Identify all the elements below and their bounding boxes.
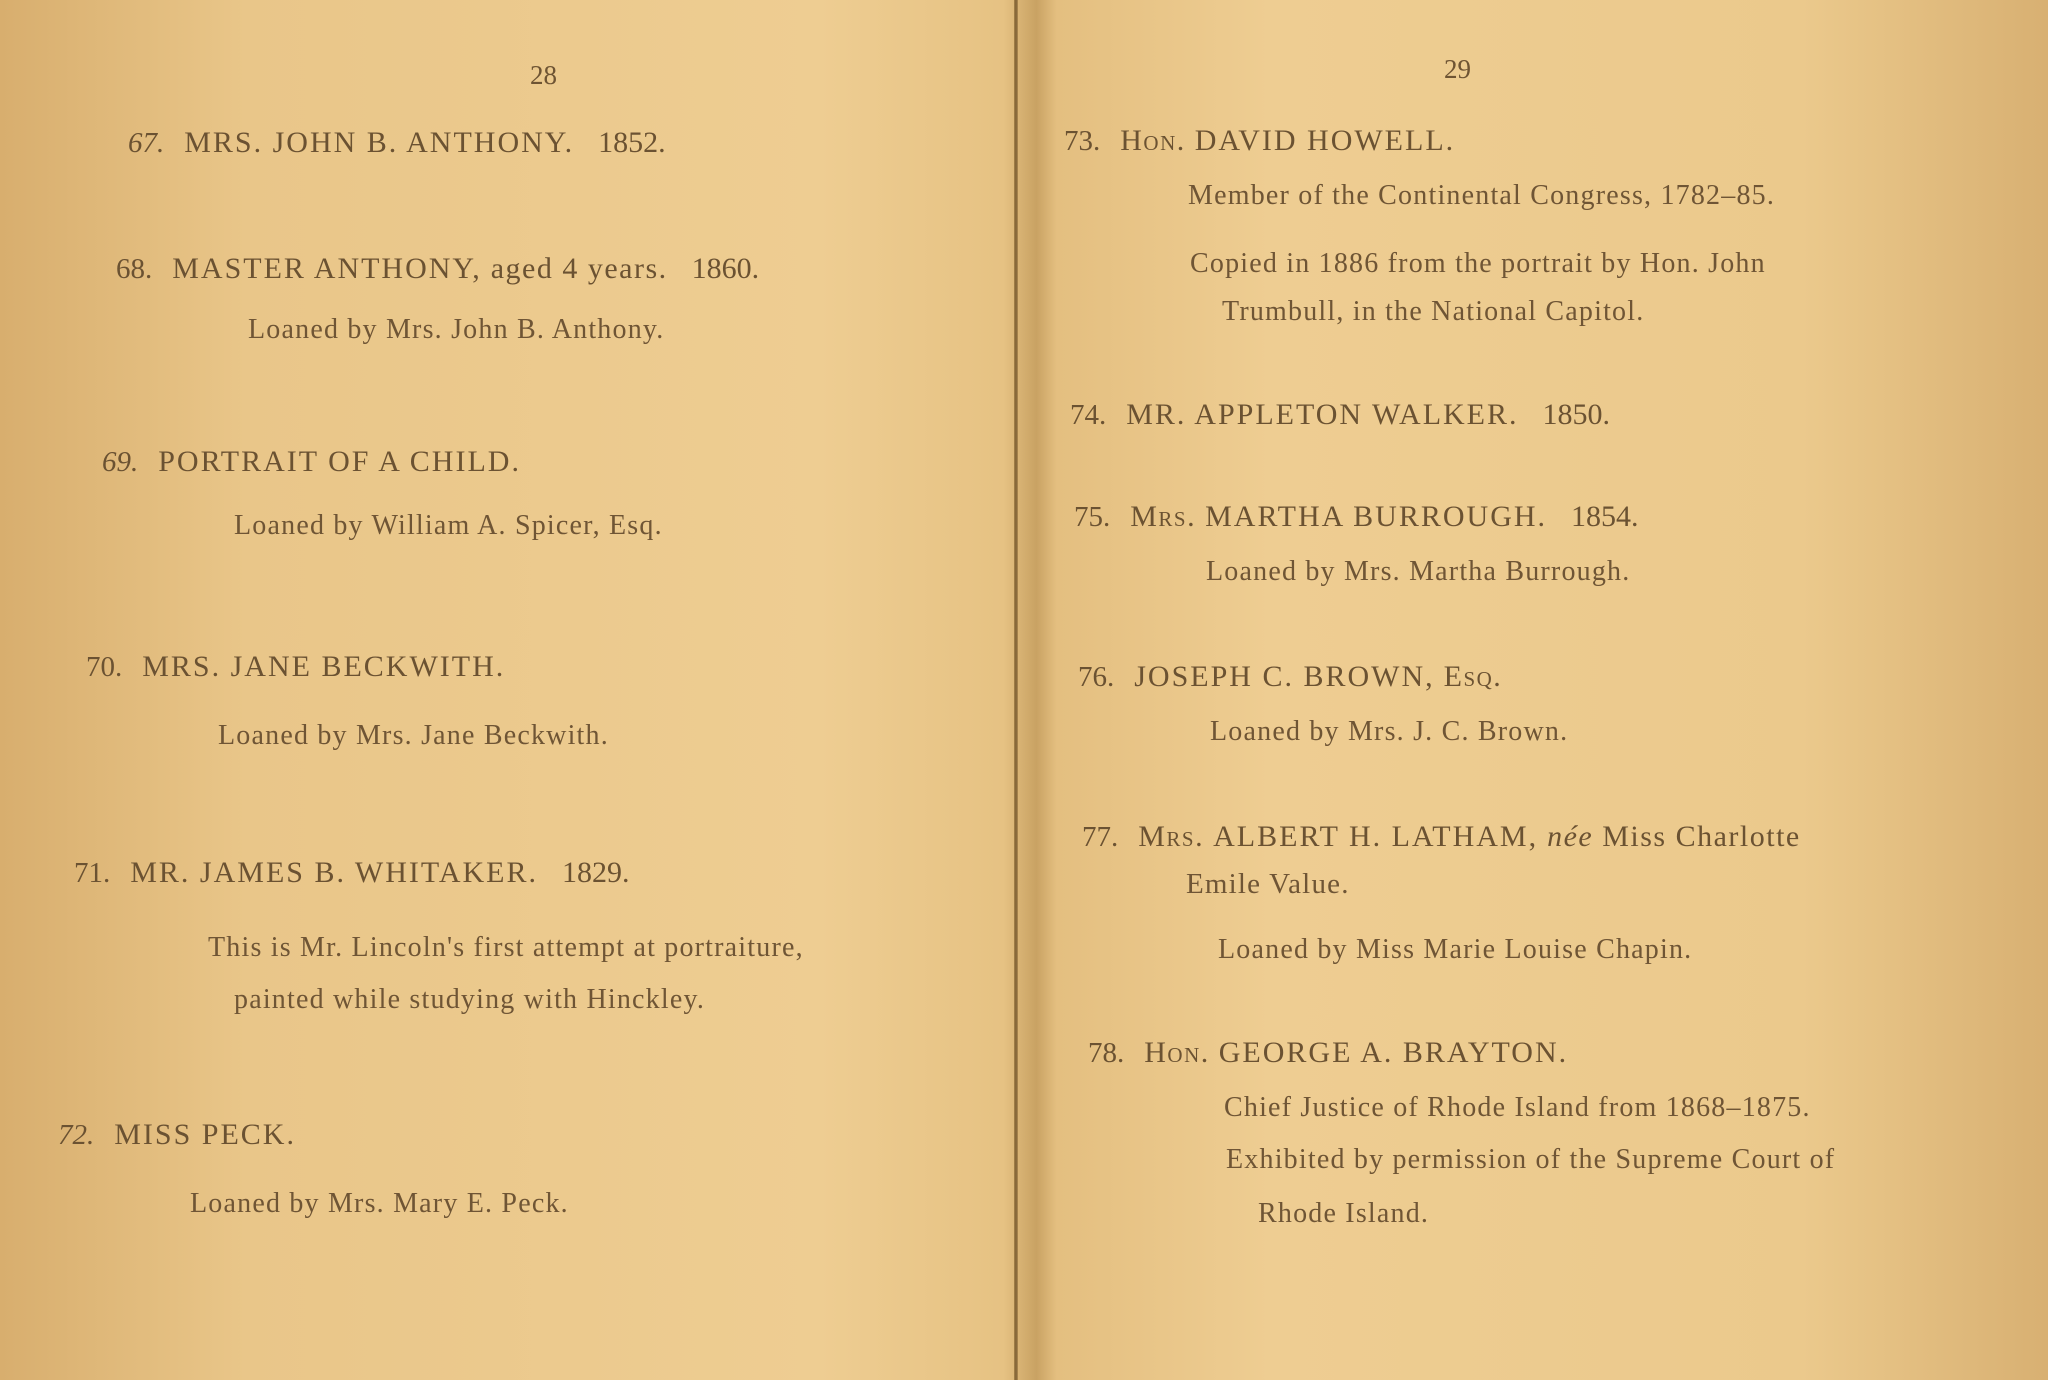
catalog-entry-70 [86,650,505,684]
left-page [0,0,1016,1380]
entry-date: 1829. [562,856,630,889]
maiden-name: Miss Charlotte [1602,820,1801,853]
right-page [1020,0,2048,1380]
entry-number: 68. [116,253,153,285]
entry-number: 76. [1078,661,1115,693]
entry-date: 1854. [1571,500,1639,533]
loan-note: Loaned by Mrs. Jane Beckwith. [218,720,609,751]
entry-title: ALBERT H. LATHAM, [1213,820,1539,853]
loan-note: Loaned by Mrs. J. C. Brown. [1210,716,1569,747]
entry-date: 1850. [1542,398,1611,431]
catalog-entry-73 [1064,124,1455,158]
page-number: 28 [530,60,557,90]
description-line: This is Mr. Lincoln's first attempt at portraiture, [208,932,804,963]
description-line: Chief Justice of Rhode Island from 1868–1875. [1224,1092,1811,1123]
description-line: Exhibited by permission of the Supreme Court of [1226,1144,1836,1175]
entry-honorific: Mrs. [1138,820,1205,853]
entry-date: 1852. [598,126,666,159]
loan-note: Loaned by Miss Marie Louise Chapin. [1218,934,1693,965]
description-line: Copied in 1886 from the portrait by Hon. John [1190,248,1766,279]
entry-number: 78. [1088,1037,1125,1069]
loan-note: Loaned by Mrs. John B. Anthony. [248,314,665,345]
loan-note: Loaned by Mrs. Martha Burrough. [1206,556,1631,587]
entry-number: 71. [74,857,111,889]
catalog-entry-78 [1088,1036,1568,1070]
page-number: 29 [1444,54,1471,84]
entry-date: 1860. [691,252,760,285]
catalog-entry-69 [102,445,521,479]
catalog-entry-71 [74,856,630,890]
entry-title: MRS. JOHN B. ANTHONY. [184,126,575,159]
entry-title: MR. JAMES B. WHITAKER. [130,856,538,889]
entry-honorific: Hon. [1120,124,1186,157]
catalog-entry-67 [128,126,666,160]
catalog-entry-72 [58,1118,296,1152]
description-line: painted while studying with Hinckley. [234,984,706,1015]
entry-number: 69. [102,446,139,478]
description-line: Trumbull, in the National Capitol. [1222,296,1645,327]
description-line: Member of the Continental Congress, 1782–85. [1188,180,1776,211]
catalog-entry-68 [116,252,759,286]
entry-title-continued: Emile Value. [1186,868,1350,900]
entry-number: 72. [58,1119,95,1151]
entry-honorific: Mrs. [1130,500,1197,533]
catalog-entry-75 [1074,500,1639,534]
entry-number: 70. [86,651,123,683]
loan-note: Loaned by Mrs. Mary E. Peck. [190,1188,569,1219]
entry-detail: aged 4 years. [490,252,668,285]
entry-number: 74. [1070,399,1107,431]
catalog-entry-76 [1078,660,1502,694]
entry-suffix: Esq. [1443,660,1503,693]
entry-title: MR. APPLETON WALKER. [1126,398,1519,431]
entry-number: 73. [1064,125,1101,157]
entry-honorific: Hon. [1144,1036,1210,1069]
entry-title: MISS PECK. [114,1118,296,1151]
entry-title: MASTER ANTHONY, [172,252,482,285]
entry-title: MRS. JANE BECKWITH. [142,650,506,683]
entry-title: DAVID HOWELL. [1194,124,1456,157]
entry-title: GEORGE A. BRAYTON. [1218,1036,1569,1069]
loan-note: Loaned by William A. Spicer, Esq. [234,510,663,541]
description-line: Rhode Island. [1258,1198,1430,1229]
entry-number: 77. [1082,821,1119,853]
entry-number: 75. [1074,501,1111,533]
nee-label: née [1547,820,1594,853]
entry-title: JOSEPH C. BROWN, [1134,660,1435,693]
entry-title: PORTRAIT OF A CHILD. [158,445,521,478]
entry-title: MARTHA BURROUGH. [1205,500,1548,533]
book-gutter [1014,0,1018,1380]
entry-number: 67. [128,127,165,159]
catalog-entry-74 [1070,398,1610,432]
catalog-entry-77 [1082,820,1801,854]
